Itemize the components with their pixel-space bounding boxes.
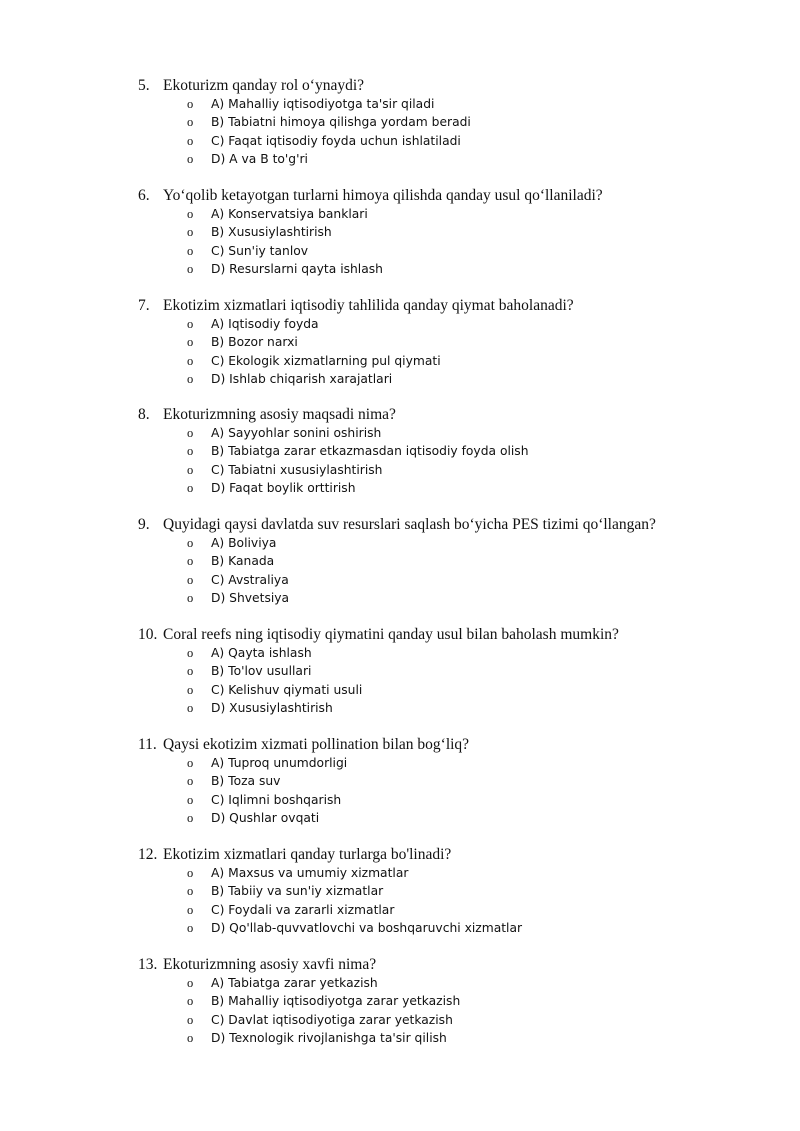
option-text: A) Sayyohlar sonini oshirish <box>211 426 382 440</box>
bullet-icon: o <box>187 261 194 276</box>
question-number: 11. <box>138 736 157 753</box>
bullet-icon: o <box>187 371 194 386</box>
bullet-icon: o <box>187 774 194 789</box>
question-5 <box>138 77 778 168</box>
option-list <box>138 534 778 607</box>
bullet-icon: o <box>187 590 194 605</box>
option-c <box>138 681 778 699</box>
option-text: A) Tabiatga zarar yetkazish <box>211 976 378 990</box>
question-text: Yo‘qolib ketayotgan turlarni himoya qilishda qanday usul qo‘llaniladi? <box>163 187 603 204</box>
bullet-icon: o <box>187 151 194 166</box>
bullet-icon: o <box>187 1012 194 1027</box>
option-text: B) Mahalliy iqtisodiyotga zarar yetkazish <box>211 994 461 1009</box>
bullet-icon: o <box>187 902 194 917</box>
question-text: Ekoturizmning asosiy xavfi nima? <box>163 956 377 973</box>
option-text: D) Ishlab chiqarish xarajatlari <box>211 371 393 386</box>
option-c <box>138 901 778 919</box>
bullet-icon: o <box>187 792 194 807</box>
option-d <box>138 150 778 168</box>
option-list <box>138 644 778 717</box>
question-number: 10. <box>138 626 158 643</box>
bullet-icon: o <box>187 426 194 440</box>
bullet-icon: o <box>187 225 194 240</box>
option-text: B) Xususiylashtirish <box>211 225 332 240</box>
question-text: Quyidagi qaysi davlatda suv resurslari saqlash bo‘yicha PES tizimi qo‘llangan? <box>163 516 656 533</box>
option-text: B) Bozor narxi <box>211 335 298 350</box>
option-text: C) Faqat iqtisodiy foyda uchun ishlatiladi <box>211 133 461 148</box>
option-list <box>138 974 778 1047</box>
bullet-icon: o <box>187 682 194 697</box>
option-text: D) A va B to'g'ri <box>211 151 308 166</box>
option-d <box>138 699 778 717</box>
bullet-icon: o <box>187 700 194 715</box>
option-text: C) Tabiatni xususiylashtirish <box>211 462 383 477</box>
bullet-icon: o <box>187 1030 194 1045</box>
bullet-icon: o <box>187 976 194 990</box>
bullet-icon: o <box>187 884 194 899</box>
bullet-icon: o <box>187 664 194 679</box>
option-c <box>138 461 778 479</box>
option-text: B) To'lov usullari <box>211 664 312 679</box>
bullet-icon: o <box>187 353 194 368</box>
option-text: C) Ekologik xizmatlarning pul qiymati <box>211 353 441 368</box>
question-text: Ekotizim xizmatlari qanday turlarga bo'linadi? <box>163 846 452 863</box>
bullet-icon: o <box>187 133 194 148</box>
option-text: D) Texnologik rivojlanishga ta'sir qilish <box>211 1030 447 1045</box>
question-8 <box>138 406 778 497</box>
option-c <box>138 242 778 260</box>
option-text: B) Tabiatni himoya qilishga yordam beradi <box>211 115 471 130</box>
bullet-icon: o <box>187 994 194 1009</box>
bullet-icon: o <box>187 572 194 587</box>
option-b <box>138 223 778 241</box>
question-number: 6. <box>138 187 150 204</box>
question-13 <box>138 956 778 1047</box>
question-title <box>138 846 778 864</box>
option-b <box>138 882 778 900</box>
question-number: 8. <box>138 406 150 423</box>
question-title <box>138 956 778 974</box>
option-c <box>138 1011 778 1029</box>
option-a <box>138 754 778 772</box>
question-number: 7. <box>138 297 150 314</box>
option-text: A) Mahalliy iqtisodiyotga ta'sir qiladi <box>211 97 435 111</box>
option-list <box>138 205 778 278</box>
option-text: D) Faqat boylik orttirish <box>211 480 356 495</box>
option-a <box>138 315 778 333</box>
option-text: C) Avstraliya <box>211 572 289 587</box>
question-text: Ekoturizmning asosiy maqsadi nima? <box>163 406 396 423</box>
option-d <box>138 589 778 607</box>
option-c <box>138 132 778 150</box>
option-a <box>138 644 778 662</box>
question-title <box>138 187 778 205</box>
option-a <box>138 864 778 882</box>
question-number: 13. <box>138 956 158 973</box>
option-text: A) Maxsus va umumiy xizmatlar <box>211 866 409 880</box>
option-text: A) Tuproq unumdorligi <box>211 756 348 770</box>
option-text: C) Sun'iy tanlov <box>211 243 309 258</box>
question-number: 5. <box>138 77 150 94</box>
option-b <box>138 992 778 1010</box>
question-title <box>138 297 778 315</box>
option-text: B) Kanada <box>211 554 275 569</box>
option-d <box>138 809 778 827</box>
question-title <box>138 77 778 95</box>
option-b <box>138 772 778 790</box>
option-list <box>138 864 778 937</box>
bullet-icon: o <box>187 536 194 550</box>
bullet-icon: o <box>187 866 194 880</box>
option-text: D) Resurslarni qayta ishlash <box>211 261 383 276</box>
bullet-icon: o <box>187 480 194 495</box>
bullet-icon: o <box>187 207 194 221</box>
question-6 <box>138 187 778 278</box>
option-text: A) Boliviya <box>211 536 277 550</box>
bullet-icon: o <box>187 444 194 459</box>
option-b <box>138 442 778 460</box>
option-text: D) Qo'llab-quvvatlovchi va boshqaruvchi xizmatlar <box>211 920 523 935</box>
option-text: B) Tabiatga zarar etkazmasdan iqtisodiy foyda olish <box>211 444 529 459</box>
option-list <box>138 754 778 827</box>
option-d <box>138 479 778 497</box>
question-11 <box>138 736 778 827</box>
option-c <box>138 571 778 589</box>
option-d <box>138 260 778 278</box>
bullet-icon: o <box>187 335 194 350</box>
option-c <box>138 791 778 809</box>
option-text: A) Konservatsiya banklari <box>211 207 368 221</box>
option-d <box>138 919 778 937</box>
option-text: B) Toza suv <box>211 774 281 789</box>
option-c <box>138 352 778 370</box>
option-list <box>138 95 778 168</box>
question-text: Coral reefs ning iqtisodiy qiymatini qanday usul bilan baholash mumkin? <box>163 626 619 643</box>
option-text: A) Iqtisodiy foyda <box>211 317 319 331</box>
option-b <box>138 662 778 680</box>
question-title <box>138 516 778 534</box>
question-title <box>138 406 778 424</box>
question-12 <box>138 846 778 937</box>
option-a <box>138 424 778 442</box>
option-a <box>138 534 778 552</box>
option-text: B) Tabiiy va sun'iy xizmatlar <box>211 884 384 899</box>
option-a <box>138 95 778 113</box>
question-title <box>138 736 778 754</box>
option-list <box>138 424 778 497</box>
question-text: Ekoturizm qanday rol o‘ynaydi? <box>163 77 365 94</box>
option-list <box>138 315 778 388</box>
question-text: Qaysi ekotizim xizmati pollination bilan bog‘liq? <box>163 736 470 753</box>
bullet-icon: o <box>187 646 194 660</box>
question-10 <box>138 626 778 717</box>
question-number: 9. <box>138 516 150 533</box>
bullet-icon: o <box>187 97 194 111</box>
question-title <box>138 626 778 644</box>
option-a <box>138 205 778 223</box>
question-number: 12. <box>138 846 158 863</box>
bullet-icon: o <box>187 243 194 258</box>
option-text: D) Shvetsiya <box>211 590 290 605</box>
option-b <box>138 552 778 570</box>
bullet-icon: o <box>187 810 194 825</box>
bullet-icon: o <box>187 462 194 477</box>
option-text: C) Davlat iqtisodiyotiga zarar yetkazish <box>211 1012 453 1027</box>
bullet-icon: o <box>187 756 194 770</box>
option-a <box>138 974 778 992</box>
option-d <box>138 1029 778 1047</box>
option-text: D) Qushlar ovqati <box>211 810 320 825</box>
question-7 <box>138 297 778 388</box>
bullet-icon: o <box>187 554 194 569</box>
option-text: C) Foydali va zararli xizmatlar <box>211 902 395 917</box>
question-9 <box>138 516 778 607</box>
option-text: D) Xususiylashtirish <box>211 700 333 715</box>
bullet-icon: o <box>187 115 194 130</box>
option-text: C) Kelishuv qiymati usuli <box>211 682 363 697</box>
bullet-icon: o <box>187 920 194 935</box>
option-d <box>138 370 778 388</box>
option-text: A) Qayta ishlash <box>211 646 312 660</box>
question-text: Ekotizim xizmatlari iqtisodiy tahlilida qanday qiymat baholanadi? <box>163 297 574 314</box>
option-text: C) Iqlimni boshqarish <box>211 792 342 807</box>
option-b <box>138 113 778 131</box>
option-b <box>138 333 778 351</box>
bullet-icon: o <box>187 317 194 331</box>
